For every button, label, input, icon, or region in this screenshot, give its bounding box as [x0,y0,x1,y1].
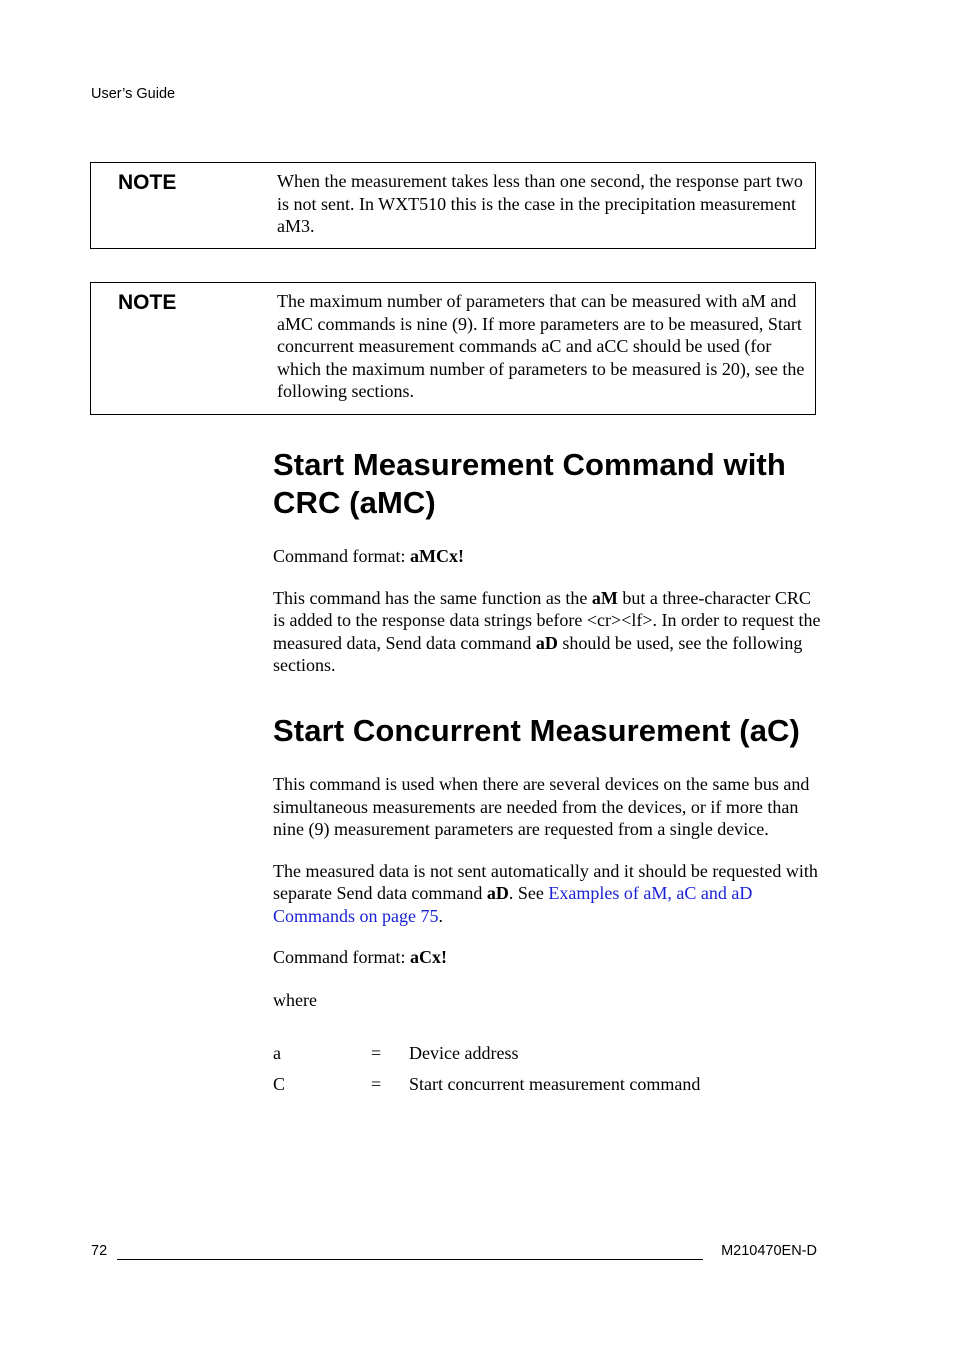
section-heading-ac: Start Concurrent Measurement (aC) [273,713,800,748]
page-footer [91,1243,817,1263]
header-title: User’s Guide [91,86,176,102]
section-amc [273,446,821,677]
where-label: where [273,989,317,1010]
cross-reference-link[interactable]: Examples of aM, aC and aD Commands on page 75 [273,883,753,926]
command-code: aMCx! [409,546,464,566]
note-box-2 [90,282,816,415]
section-heading-amc: Start Measurement Command with CRC (aMC) [273,447,786,520]
command-format-ac: Command format: aCx! [273,947,447,967]
page-number: 72 [91,1243,108,1259]
command-format-amc: Command format: aMCx! [273,546,464,566]
running-header [91,86,813,102]
note-label: NOTE [118,171,177,194]
note-text: The maximum number of parameters that can be measured with aM and aMC commands is nine (9). If more parameters are to be measured, Start concurrent measurement commands aC and aCC should be used (for which the maximum number of parameters to be measured is 20), see the following sections. [277,291,805,401]
paragraph-amc-description: This command has the same function as the aM but a three-character CRC is added to the response data strings before <cr><lf>. In order to request the measured data, Send data command aD should be used, see the following sections. [273,587,821,675]
section-ac [273,712,821,1011]
paragraph-ac-usage: This command is used when there are several devices on the same bus and simultaneous measurements are needed from the devices, or if more than nine (9) measurement parameters are requested from a single device. [273,774,810,839]
note-label: NOTE [118,291,177,314]
command-code: aCx! [409,947,447,967]
paragraph-ac-request: The measured data is not sent automatically and it should be requested with separate Send data command aD. See Examples of aM, aC and aD Commands on page 75. [273,860,818,926]
note-text: When the measurement takes less than one second, the response part two is not sent. In WXT510 this is the case in the precipitation measurement aM3. [277,171,803,236]
document-code: M210470EN-D [721,1243,817,1259]
footer-rule [117,1259,703,1260]
note-box-1 [90,162,816,249]
